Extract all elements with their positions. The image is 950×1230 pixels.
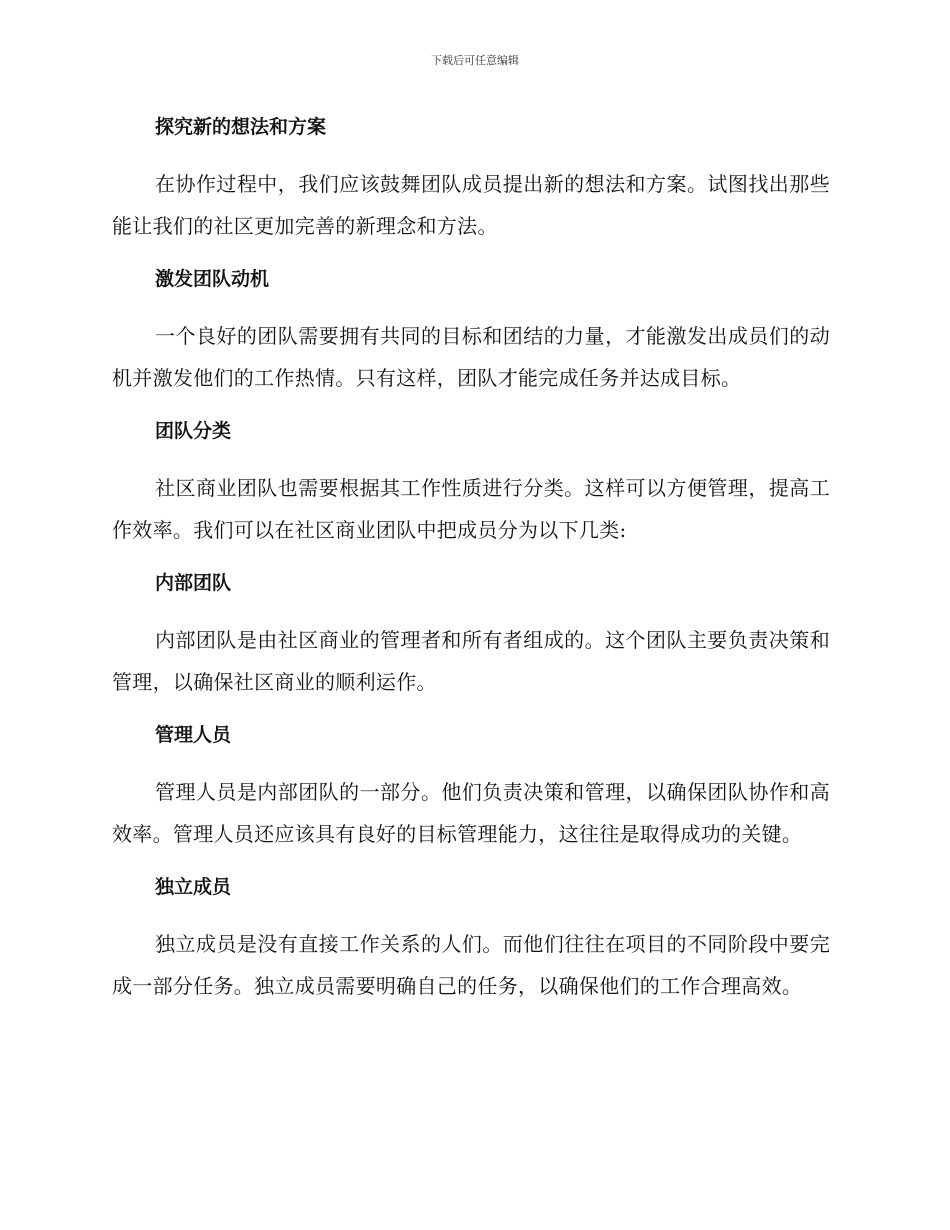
section-heading: 探究新的想法和方案 [155, 116, 327, 138]
section-heading: 内部团队 [155, 572, 232, 594]
section-paragraph: 社区商业团队也需要根据其工作性质进行分类。这样可以方便管理，提高工作效率。我们可以在社区商业团队中把成员分为以下几类: [112, 476, 830, 542]
section-paragraph: 一个良好的团队需要拥有共同的目标和团结的力量，才能激发出成员们的动机并激发他们的工作热情。只有这样，团队才能完成任务并达成目标。 [112, 324, 830, 390]
section-paragraph: 独立成员是没有直接工作关系的人们。而他们往往在项目的不同阶段中要完成一部分任务。独立成员需要明确自己的任务，以确保他们的工作合理高效。 [112, 932, 830, 998]
section-paragraph: 在协作过程中，我们应该鼓舞团队成员提出新的想法和方案。试图找出那些能让我们的社区更加完善的新理念和方法。 [112, 172, 830, 238]
section-heading: 团队分类 [155, 420, 232, 442]
section-paragraph: 内部团队是由社区商业的管理者和所有者组成的。这个团队主要负责决策和管理，以确保社区商业的顺利运作。 [112, 628, 830, 694]
section-heading: 激发团队动机 [155, 268, 270, 290]
section-paragraph: 管理人员是内部团队的一部分。他们负责决策和管理，以确保团队协作和高效率。管理人员还应该具有良好的目标管理能力，这往往是取得成功的关键。 [112, 780, 830, 846]
section-heading: 独立成员 [155, 876, 232, 898]
document-body [112, 107, 830, 1019]
page-header: 下载后可任意编辑 [431, 54, 519, 67]
section-heading: 管理人员 [155, 724, 232, 746]
